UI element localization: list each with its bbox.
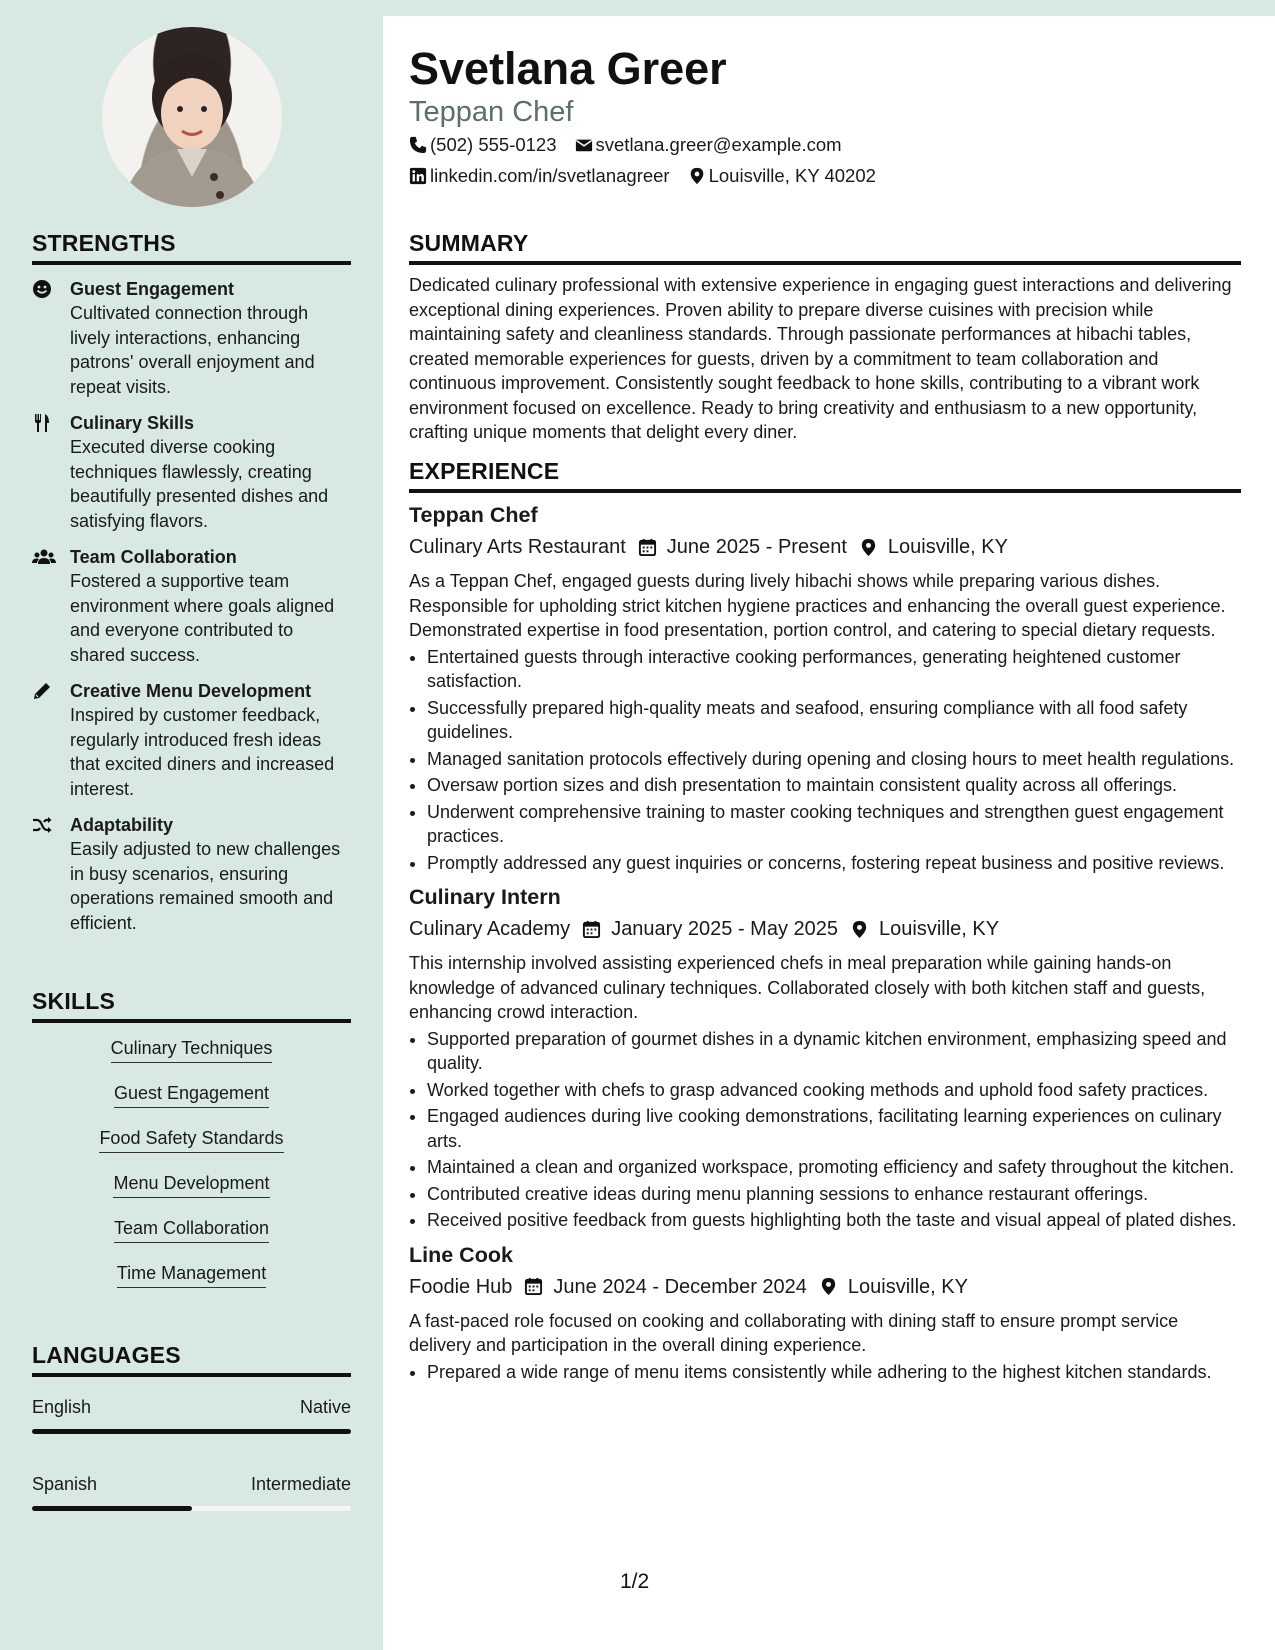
skill-item: Menu Development bbox=[113, 1172, 269, 1198]
list-item: • Prepared a wide range of menu items consistently while adhering to the highest kitchen standards. bbox=[427, 1360, 1241, 1385]
job-meta bbox=[409, 915, 1241, 943]
job-bullets bbox=[409, 645, 1241, 876]
job-description: This internship involved assisting experienced chefs in meal preparation while gaining hands-on knowledge of advanced culinary techniques. Collaborated closely with both kitchen staff and guests, enhancing crowd interaction. bbox=[409, 953, 1206, 1022]
strength-desc: Executed diverse cooking techniques flawlessly, creating beautifully presented dishes and satisfying flavors. bbox=[70, 437, 329, 531]
language-name: Spanish bbox=[32, 1474, 98, 1494]
phone-icon bbox=[409, 136, 427, 154]
job-dates: June 2024 - December 2024 bbox=[553, 1275, 807, 1298]
skills-section bbox=[32, 988, 351, 1307]
language-row bbox=[32, 1395, 351, 1419]
map-pin-icon bbox=[688, 167, 706, 185]
calendar-icon bbox=[582, 920, 601, 939]
job-bullets bbox=[409, 1027, 1241, 1233]
skills-heading: SKILLS bbox=[32, 988, 351, 1023]
strength-desc: Cultivated connection through lively interactions, enhancing patrons' overall enjoyment and repeat visits. bbox=[70, 303, 315, 397]
email-text: svetlana.greer@example.com bbox=[595, 134, 842, 155]
summary-heading: SUMMARY bbox=[409, 230, 1241, 265]
job-description: As a Teppan Chef, engaged guests during lively hibachi shows while preparing various dishes. Responsible for upholding strict kitchen hygiene practices and enhancing the overall guest experience. Demonstrated expertise in food presentation, portion control, and catering to special dietary requests. bbox=[409, 571, 1226, 640]
phone-contact[interactable] bbox=[409, 133, 557, 157]
list-item: • Maintained a clean and organized workspace, promoting efficiency and safety throughout the kitchen. bbox=[427, 1155, 1241, 1180]
strength-item bbox=[32, 277, 351, 399]
contact-row bbox=[409, 164, 894, 188]
strength-desc: Fostered a supportive team environment where goals aligned and everyone contributed to shared success. bbox=[70, 571, 335, 665]
job-title: Teppan Chef bbox=[409, 503, 538, 527]
language-row bbox=[32, 1472, 351, 1496]
job-description: A fast-paced role focused on cooking and collaborating with dining staff to ensure prompt service delivery and participation in the overall dining experience. bbox=[409, 1310, 1179, 1355]
calendar-icon bbox=[638, 538, 657, 557]
job-entry bbox=[409, 501, 1241, 875]
job-title: Culinary Intern bbox=[409, 885, 561, 909]
skill-item: Guest Engagement bbox=[114, 1082, 269, 1108]
smile-icon bbox=[32, 277, 70, 399]
list-item: • Promptly addressed any guest inquiries or concerns, fostering repeat business and positive reviews. bbox=[427, 851, 1241, 876]
job-company: Culinary Academy bbox=[409, 918, 571, 940]
strength-title: Creative Menu Development bbox=[70, 681, 312, 701]
languages-heading: LANGUAGES bbox=[32, 1342, 351, 1377]
job-location: Louisville, KY bbox=[887, 536, 1008, 558]
job-dates: June 2025 - Present bbox=[666, 536, 847, 558]
skill-item: Culinary Techniques bbox=[111, 1037, 273, 1063]
strength-title: Guest Engagement bbox=[70, 279, 235, 299]
strength-title: Team Collaboration bbox=[70, 547, 237, 567]
job-meta bbox=[409, 533, 1241, 561]
linkedin-text: linkedin.com/in/svetlanagreer bbox=[430, 165, 670, 186]
linkedin-icon bbox=[409, 167, 427, 185]
profile-photo bbox=[102, 27, 282, 207]
page-number: 1/2 bbox=[620, 1570, 650, 1593]
strength-item bbox=[32, 411, 351, 533]
utensils-icon bbox=[32, 411, 70, 533]
email-contact[interactable] bbox=[575, 133, 842, 157]
language-bar bbox=[32, 1429, 351, 1434]
strengths-heading: STRENGTHS bbox=[32, 230, 351, 265]
list-item: • Underwent comprehensive training to master cooking techniques and strengthen guest engagement practices. bbox=[427, 800, 1241, 849]
language-bar bbox=[32, 1506, 351, 1511]
map-pin-icon bbox=[819, 1277, 838, 1296]
job-title: Line Cook bbox=[409, 1242, 513, 1267]
users-icon bbox=[32, 545, 70, 667]
list-item: • Worked together with chefs to grasp advanced cooking methods and uphold food safety practices. bbox=[427, 1078, 1241, 1103]
strength-item bbox=[32, 813, 351, 935]
language-level: Native bbox=[299, 1397, 351, 1417]
language-bar-fill bbox=[32, 1506, 192, 1511]
strength-item bbox=[32, 679, 351, 801]
languages-section bbox=[32, 1342, 351, 1549]
map-pin-icon bbox=[850, 920, 869, 939]
language-name: English bbox=[32, 1397, 92, 1417]
pencil-icon bbox=[32, 679, 70, 801]
job-meta bbox=[409, 1273, 1241, 1301]
summary-text: Dedicated culinary professional with extensive experience in engaging guest interactions and delivering exceptional dining experiences. Proven ability to prepare diverse cuisines with precision while maintaining safety and cleanliness standards. Through passionate performances at hibachi tables, created memorable experiences for guests, driven by a commitment to team collaboration and continuous improvement. Consistently sought feedback to hone skills, contributing to a vibrant work environment focused on excellence. Ready to bring creativity and enthusiasm to a new opportunity, crafting unique moments that delight every diner. bbox=[409, 275, 1232, 442]
sidebar bbox=[0, 0, 383, 1650]
map-pin-icon bbox=[859, 538, 878, 557]
linkedin-contact[interactable] bbox=[409, 164, 670, 188]
list-item: • Received positive feedback from guests highlighting both the taste and visual appeal of plated dishes. bbox=[427, 1208, 1241, 1233]
person-name: Svetlana Greer bbox=[409, 43, 727, 94]
language-bar-fill bbox=[32, 1429, 351, 1434]
list-item: • Entertained guests through interactive cooking performances, generating heightened customer satisfaction. bbox=[427, 645, 1241, 694]
job-company: Foodie Hub bbox=[409, 1275, 513, 1298]
skill-item: Food Safety Standards bbox=[99, 1127, 283, 1153]
summary-section bbox=[409, 230, 1241, 445]
strength-item bbox=[32, 545, 351, 667]
language-level: Intermediate bbox=[250, 1474, 351, 1494]
job-location: Louisville, KY bbox=[879, 918, 1000, 940]
skill-item: Time Management bbox=[117, 1262, 266, 1288]
job-dates: January 2025 - May 2025 bbox=[611, 918, 838, 940]
shuffle-icon bbox=[32, 813, 70, 935]
job-location: Louisville, KY bbox=[847, 1275, 968, 1298]
job-bullets bbox=[409, 1360, 1241, 1385]
contact-row bbox=[409, 133, 860, 157]
strength-title: Culinary Skills bbox=[70, 413, 195, 433]
strength-title: Adaptability bbox=[70, 815, 174, 835]
list-item: • Contributed creative ideas during menu planning sessions to enhance restaurant offerings. bbox=[427, 1182, 1241, 1207]
job-entry bbox=[409, 883, 1241, 1233]
list-item: • Oversaw portion sizes and dish presentation to maintain consistent quality across all offerings. bbox=[427, 773, 1241, 798]
job-company: Culinary Arts Restaurant bbox=[409, 536, 626, 558]
job-entry bbox=[409, 1241, 1241, 1385]
location-text: Louisville, KY 40202 bbox=[708, 165, 876, 186]
location-contact bbox=[688, 164, 876, 188]
list-item: • Supported preparation of gourmet dishes in a dynamic kitchen environment, emphasizing speed and quality. bbox=[427, 1027, 1241, 1076]
person-role: Teppan Chef bbox=[409, 96, 574, 128]
list-item: • Engaged audiences during live cooking demonstrations, facilitating learning experiences on culinary arts. bbox=[427, 1104, 1241, 1153]
experience-heading: EXPERIENCE bbox=[409, 458, 1241, 493]
strength-desc: Inspired by customer feedback, regularly introduced fresh ideas that excited diners and increased interest. bbox=[70, 705, 335, 799]
calendar-icon bbox=[524, 1277, 543, 1296]
phone-text: (502) 555-0123 bbox=[430, 134, 557, 155]
experience-section bbox=[409, 458, 1241, 1386]
envelope-icon bbox=[575, 136, 593, 154]
strengths-section bbox=[32, 230, 351, 935]
skill-item: Team Collaboration bbox=[114, 1217, 269, 1243]
list-item: • Managed sanitation protocols effectively during opening and closing hours to meet health regulations. bbox=[427, 747, 1241, 772]
strength-desc: Easily adjusted to new challenges in busy scenarios, ensuring operations remained smooth and efficient. bbox=[70, 839, 341, 933]
list-item: • Successfully prepared high-quality meats and seafood, ensuring compliance with all food safety guidelines. bbox=[427, 696, 1241, 745]
